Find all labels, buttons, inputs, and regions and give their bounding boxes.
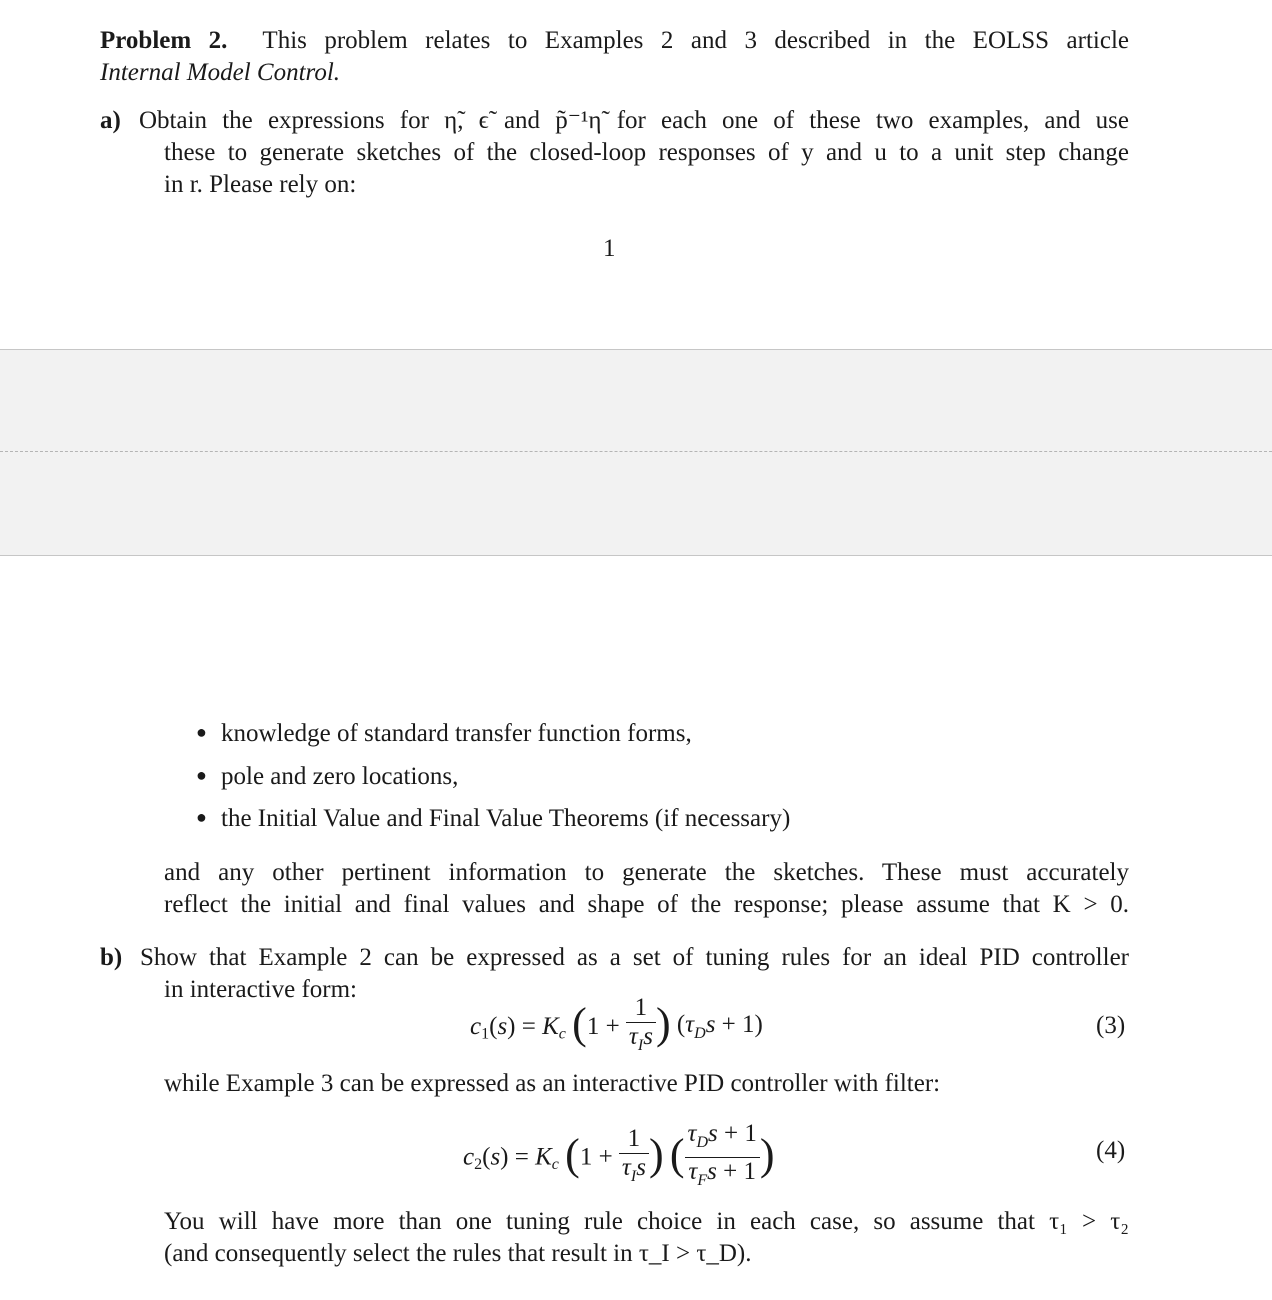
equation-4-number: (4)	[1096, 1137, 1126, 1164]
part-a-label	[100, 105, 121, 137]
part-a-after-line1: and any other pertinent information to generate the sketches. These must accurately	[164, 859, 1129, 886]
equation-3-number: (3)	[1096, 1012, 1126, 1039]
part-a-line1: Obtain the expressions for η̃, ϵ̃ and p̃⁻¹η̃ for each one of these two examples, and use	[139, 107, 1129, 134]
closing-line2: (and consequently select the rules that result in τ_I > τ_D).	[164, 1240, 752, 1267]
equation-4: $c_2(s) = K_c$ (1 + $\frac{1}{\tau_Is}$ ) ( $\frac{\tau_Ds + 1}{\tau_Fs + 1}$ )	[463, 1120, 775, 1189]
page-number: 1	[603, 235, 616, 262]
part-b-line1: Show that Example 2 can be expressed as a set of tuning rules for an ideal PID controller	[140, 944, 1129, 971]
part-b-line2: in interactive form:	[164, 976, 357, 1003]
clipped-previous-text	[100, 0, 400, 2]
problem-intro-text: This problem relates to Examples 2 and 3 described in the EOLSS article	[262, 27, 1130, 54]
problem-intro-line1	[100, 25, 1129, 57]
part-a-line3: in r. Please rely on:	[164, 171, 357, 198]
part-a-line2: these to generate sketches of the closed-loop responses of y and u to a unit step change	[164, 139, 1129, 166]
part-b-middle: while Example 3 can be expressed as an interactive PID controller with filter:	[164, 1070, 941, 1097]
page-break-gap	[0, 349, 1272, 556]
problem-heading: Problem 2.	[100, 27, 228, 54]
bullet-marker-3: ●	[196, 807, 207, 827]
bullet-marker-1: ●	[196, 722, 207, 742]
bullet-item-2: pole and zero locations,	[221, 763, 459, 790]
bullet-marker-2: ●	[196, 765, 207, 785]
part-b-label-text: b)	[100, 944, 123, 971]
closing-line1: You will have more than one tuning rule choice in each case, so assume that τ₁ > τ₂	[164, 1208, 1129, 1235]
equation-3: $c_1(s) = K_c$ (1 + $\frac{1}{\tau_Is}$ ) $(\tau_Ds + 1)$	[470, 994, 763, 1054]
eq3-fraction-numerator: 1	[626, 994, 656, 1023]
page-break-dashed-line	[0, 451, 1272, 452]
part-a-after-line2: reflect the initial and final values and shape of the response; please assume that K > 0.	[164, 891, 1129, 918]
bullet-item-1: knowledge of standard transfer function forms,	[221, 720, 692, 747]
part-b-label	[100, 942, 122, 974]
bullet-item-3: the Initial Value and Final Value Theorems (if necessary)	[221, 805, 791, 832]
part-a-label-text: a)	[100, 107, 121, 134]
article-title: Internal Model Control.	[100, 59, 341, 86]
